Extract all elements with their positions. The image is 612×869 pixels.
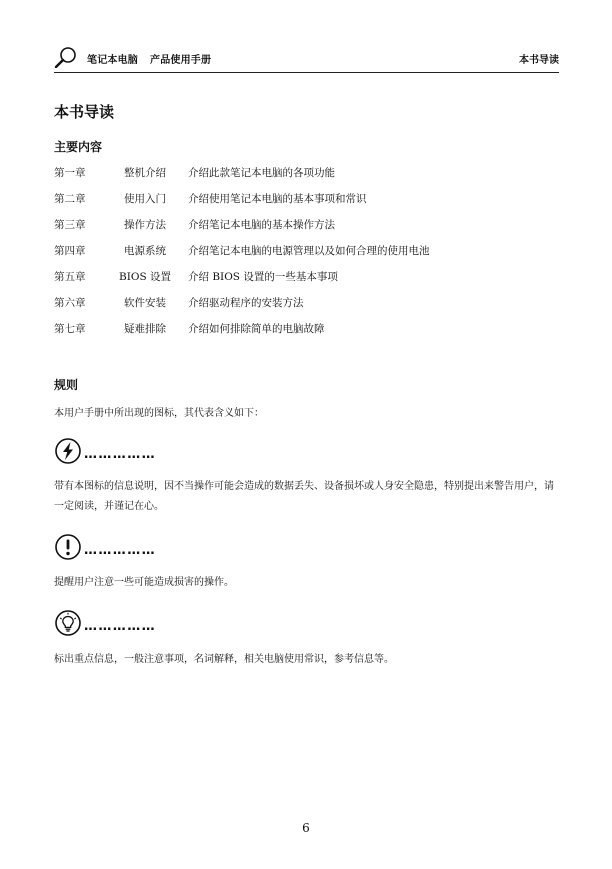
dotted-leader: …………… bbox=[84, 543, 156, 558]
chapter-description: 介绍如何排除简单的电脑故障 bbox=[188, 323, 325, 335]
chapter-number: 第五章 bbox=[54, 271, 86, 283]
chapter-number: 第二章 bbox=[54, 193, 86, 205]
contents-row bbox=[54, 165, 559, 191]
page-title: 本书导读 bbox=[54, 103, 115, 121]
chapter-description: 介绍 BIOS 设置的一些基本事项 bbox=[188, 271, 338, 283]
header-title-product: 笔记本电脑 bbox=[87, 55, 138, 66]
exclamation-icon bbox=[54, 533, 82, 561]
rules-heading: 规则 bbox=[54, 378, 79, 392]
chapter-name: 疑难排除 bbox=[124, 323, 166, 335]
chapter-name: 使用入门 bbox=[124, 193, 166, 205]
page-header bbox=[54, 44, 559, 73]
header-title bbox=[87, 51, 211, 66]
header-section-name: 本书导读 bbox=[519, 55, 559, 66]
chapter-description: 介绍此款笔记本电脑的各项功能 bbox=[188, 167, 335, 179]
contents-row bbox=[54, 269, 559, 295]
chapter-name: BIOS 设置 bbox=[118, 271, 171, 283]
chapter-name: 操作方法 bbox=[124, 219, 166, 231]
contents-row bbox=[54, 295, 559, 321]
contents-row bbox=[54, 217, 559, 243]
magnifier-icon bbox=[54, 46, 78, 68]
tip-description: 标出重点信息，一般注意事项，名词解释，相关电脑使用常识，参考信息等。 bbox=[54, 654, 394, 665]
chapter-number: 第一章 bbox=[54, 167, 86, 179]
header-title-manual: 产品使用手册 bbox=[150, 55, 212, 66]
chapter-name: 电源系统 bbox=[124, 245, 166, 257]
page-number: 6 bbox=[302, 821, 310, 835]
contents-row bbox=[54, 321, 559, 347]
lightbulb-icon bbox=[54, 609, 82, 637]
chapter-description: 介绍笔记本电脑的电源管理以及如何合理的使用电池 bbox=[188, 245, 430, 257]
chapter-description: 介绍使用笔记本电脑的基本事项和常识 bbox=[188, 193, 367, 205]
contents-row bbox=[54, 243, 559, 269]
chapter-number: 第六章 bbox=[54, 297, 86, 309]
dotted-leader: …………… bbox=[84, 447, 156, 462]
chapter-name: 整机介绍 bbox=[124, 167, 166, 179]
warning-description: 带有本图标的信息说明，因不当操作可能会造成的数据丢失、设备损坏或人身安全隐患，特别提出来警告用户，请一定阅读，并谨记在心。 bbox=[54, 481, 554, 512]
contents-row bbox=[54, 191, 559, 217]
chapter-description: 介绍驱动程序的安装方法 bbox=[188, 297, 304, 309]
lightning-warning-icon bbox=[54, 437, 82, 465]
chapter-number: 第三章 bbox=[54, 219, 86, 231]
chapter-number: 第七章 bbox=[54, 323, 86, 335]
dotted-leader: …………… bbox=[84, 619, 156, 634]
caution-description: 提醒用户注意一些可能造成损害的操作。 bbox=[54, 577, 234, 588]
chapter-name: 软件安装 bbox=[124, 297, 166, 309]
rules-intro: 本用户手册中所出现的图标，其代表含义如下： bbox=[54, 408, 264, 419]
contents-table bbox=[54, 165, 559, 347]
chapter-number: 第四章 bbox=[54, 245, 86, 257]
contents-heading: 主要内容 bbox=[54, 140, 103, 154]
chapter-description: 介绍笔记本电脑的基本操作方法 bbox=[188, 219, 335, 231]
